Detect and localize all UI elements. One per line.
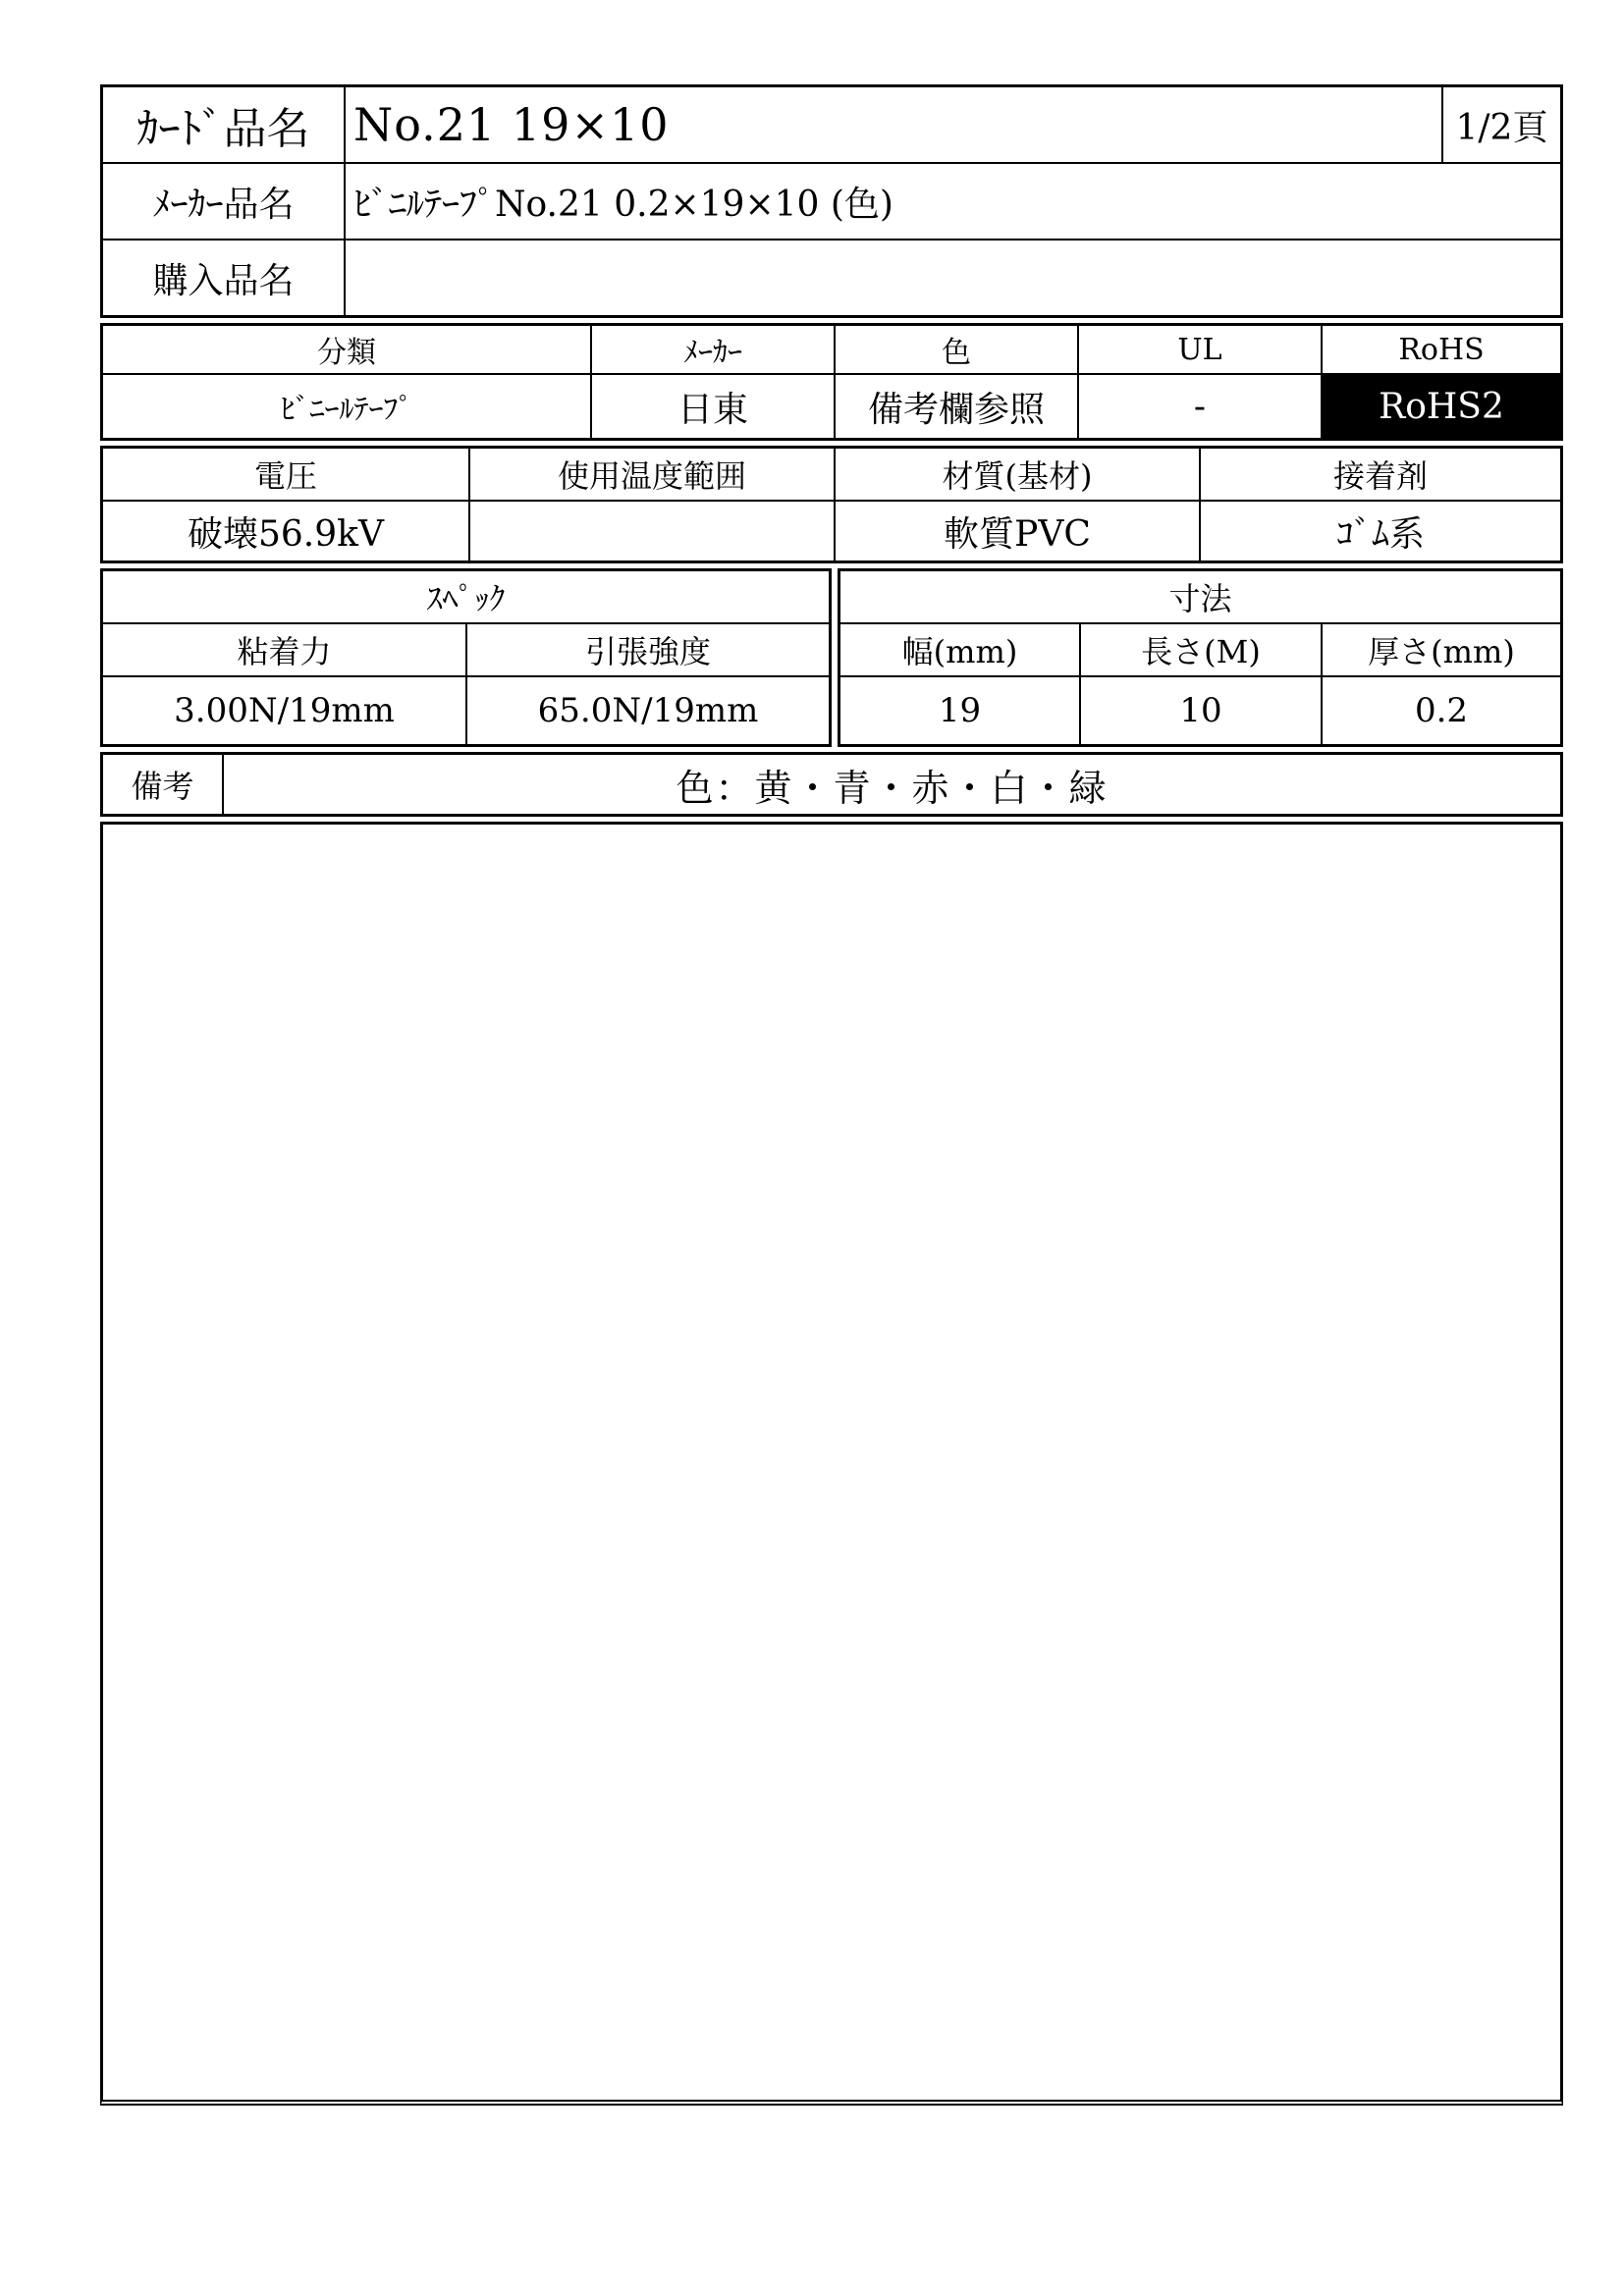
remarks-label: 備考 [103, 755, 223, 814]
remarks-value: 色：黄・青・赤・白・緑 [223, 755, 1560, 814]
adhesion-label: 粘着力 [103, 623, 466, 676]
color-value: 備考欄参照 [835, 374, 1078, 438]
length-label: 長さ(M) [1080, 623, 1322, 676]
page-indicator: 1/2頁 [1442, 87, 1560, 163]
spec-title: ｽﾍﾟｯｸ [103, 571, 829, 623]
material-value: 軟質PVC [835, 501, 1200, 561]
rohs-label: RoHS [1322, 326, 1560, 374]
tensile-label: 引張強度 [466, 623, 829, 676]
spec-block [100, 568, 832, 747]
category-value: ﾋﾞﾆｰﾙﾃｰﾌﾟ [103, 374, 591, 438]
maker-name-label: ﾒｰｶｰ品名 [103, 163, 345, 240]
maker-name-value: ﾋﾞﾆﾙﾃｰﾌﾟNo.21 0.2×19×10 (色) [345, 163, 1560, 240]
memo-area [100, 822, 1563, 2106]
purchase-name-value [345, 240, 1560, 315]
color-label: 色 [835, 326, 1078, 374]
product-card-sheet [100, 84, 1563, 2110]
remarks-block [100, 752, 1563, 817]
voltage-label: 電圧 [103, 449, 469, 501]
maker-value: 日東 [591, 374, 835, 438]
adhesive-label: 接着剤 [1200, 449, 1560, 501]
dimension-title: 寸法 [840, 571, 1560, 623]
purchase-name-label: 購入品名 [103, 240, 345, 315]
category-label: 分類 [103, 326, 591, 374]
spec-dimension-row [100, 568, 1563, 747]
card-name-label: ｶｰﾄﾞ品名 [103, 87, 345, 163]
ul-value: - [1078, 374, 1322, 438]
width-value: 19 [840, 676, 1080, 744]
temp-range-value [469, 501, 835, 561]
electrical-block [100, 446, 1563, 563]
temp-range-label: 使用温度範囲 [469, 449, 835, 501]
maker-label: ﾒｰｶｰ [591, 326, 835, 374]
name-block [100, 84, 1563, 318]
card-name-value: No.21 19×10 [345, 87, 1442, 163]
voltage-value: 破壊56.9kV [103, 501, 469, 561]
length-value: 10 [1080, 676, 1322, 744]
thickness-value: 0.2 [1322, 676, 1560, 744]
info-block [100, 323, 1563, 441]
material-label: 材質(基材) [835, 449, 1200, 501]
adhesive-value: ｺﾞﾑ系 [1200, 501, 1560, 561]
thickness-label: 厚さ(mm) [1322, 623, 1560, 676]
adhesion-value: 3.00N/19mm [103, 676, 466, 744]
ul-label: UL [1078, 326, 1322, 374]
tensile-value: 65.0N/19mm [466, 676, 829, 744]
width-label: 幅(mm) [840, 623, 1080, 676]
dimension-block [838, 568, 1563, 747]
rohs-badge: RoHS2 [1322, 374, 1560, 438]
